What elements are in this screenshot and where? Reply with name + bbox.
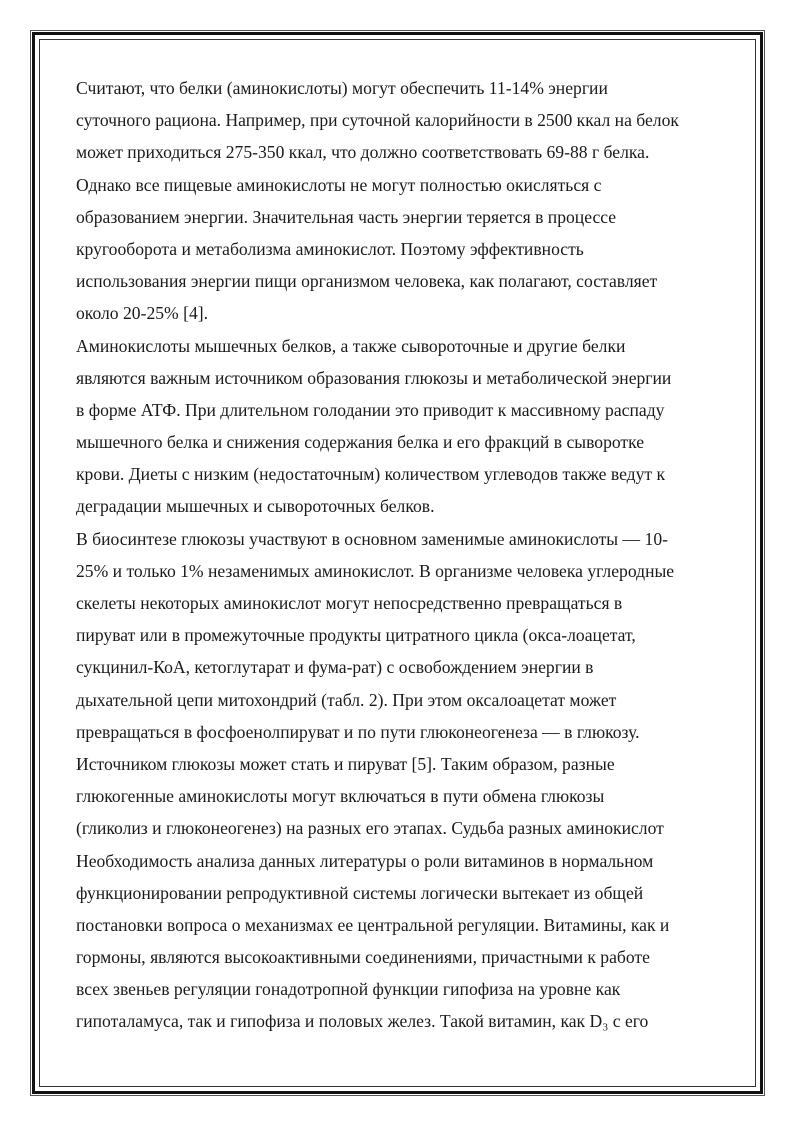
text-line: В биосинтезе глюкозы участвуют в основном заменимые аминокислоты — 10-	[76, 528, 668, 549]
text-line: пируват или в промежуточные продукты цитратного цикла (окса-лоацетат,	[76, 625, 636, 646]
text-line: использования энергии пищи организмом человека, как полагают, составляет	[76, 271, 658, 292]
text-line: гипоталамуса, так и гипофиза и половых желез. Такой витамин, как D₃ с его	[76, 1011, 649, 1032]
text-line: Необходимость анализа данных литературы о роли витаминов в нормальном	[76, 850, 654, 871]
text-line: кругооборота и метаболизма аминокислот. Поэтому эффективность	[76, 238, 584, 259]
text-line: мышечного белка и снижения содержания белка и его фракций в сыворотке	[76, 432, 645, 453]
text-line: являются важным источником образования глюкозы и метаболической энергии	[76, 367, 672, 388]
text-line: в форме АТФ. При длительном голодании это приводит к массивному распаду	[76, 399, 665, 420]
text-line: образованием энергии. Значительная часть энергии теряется в процессе	[76, 206, 617, 227]
text-line: Однако все пищевые аминокислоты не могут полностью окисляться с	[76, 174, 602, 195]
text-line: около 20-25% [4].	[76, 303, 209, 324]
text-line: суточного рациона. Например, при суточной калорийности в 2500 ккал на белок	[76, 110, 679, 131]
text-line: (гликолиз и глюконеогенез) на разных его этапах. Судьба разных аминокислот	[76, 818, 664, 839]
text-line: функционировании репродуктивной системы логически вытекает из общей	[76, 882, 644, 903]
text-line: дыхательной цепи митохондрий (табл. 2). При этом оксалоацетат может	[76, 689, 617, 710]
text-line: может приходиться 275-350 ккал, что должно соответствовать 69-88 г белка.	[76, 142, 650, 163]
document-text	[76, 72, 728, 1038]
text-line: превращаться в фосфоенолпируват и по пути глюконеогенеза — в глюкозу.	[76, 721, 640, 742]
text-line: крови. Диеты с низким (недостаточным) количеством углеводов также ведут к	[76, 464, 666, 485]
text-line: сукцинил-КоА, кетоглутарат и фума-рат) с освобождением энергии в	[76, 657, 594, 678]
text-line: глюкогенные аминокислоты могут включаться в пути обмена глюкозы	[76, 786, 605, 807]
text-line: Считают, что белки (аминокислоты) могут обеспечить 11-14% энергии	[76, 78, 608, 98]
text-line: Источником глюкозы может стать и пируват [5]. Таким образом, разные	[76, 753, 615, 774]
text-line: постановки вопроса о механизмах ее центральной регуляции. Витамины, как и	[76, 914, 670, 935]
text-line: деградации мышечных и сывороточных белков.	[76, 496, 435, 517]
text-line: Аминокислоты мышечных белков, а также сывороточные и другие белки	[76, 335, 626, 356]
text-line: 25% и только 1% незаменимых аминокислот. В организме человека углеродные	[76, 560, 675, 581]
text-line: скелеты некоторых аминокислот могут непосредственно превращаться в	[76, 593, 623, 613]
text-line: всех звеньев регуляции гонадотропной функции гипофиза на уровне как	[76, 979, 621, 1000]
text-line: гормоны, являются высокоактивными соединениями, причастными к работе	[76, 947, 650, 968]
